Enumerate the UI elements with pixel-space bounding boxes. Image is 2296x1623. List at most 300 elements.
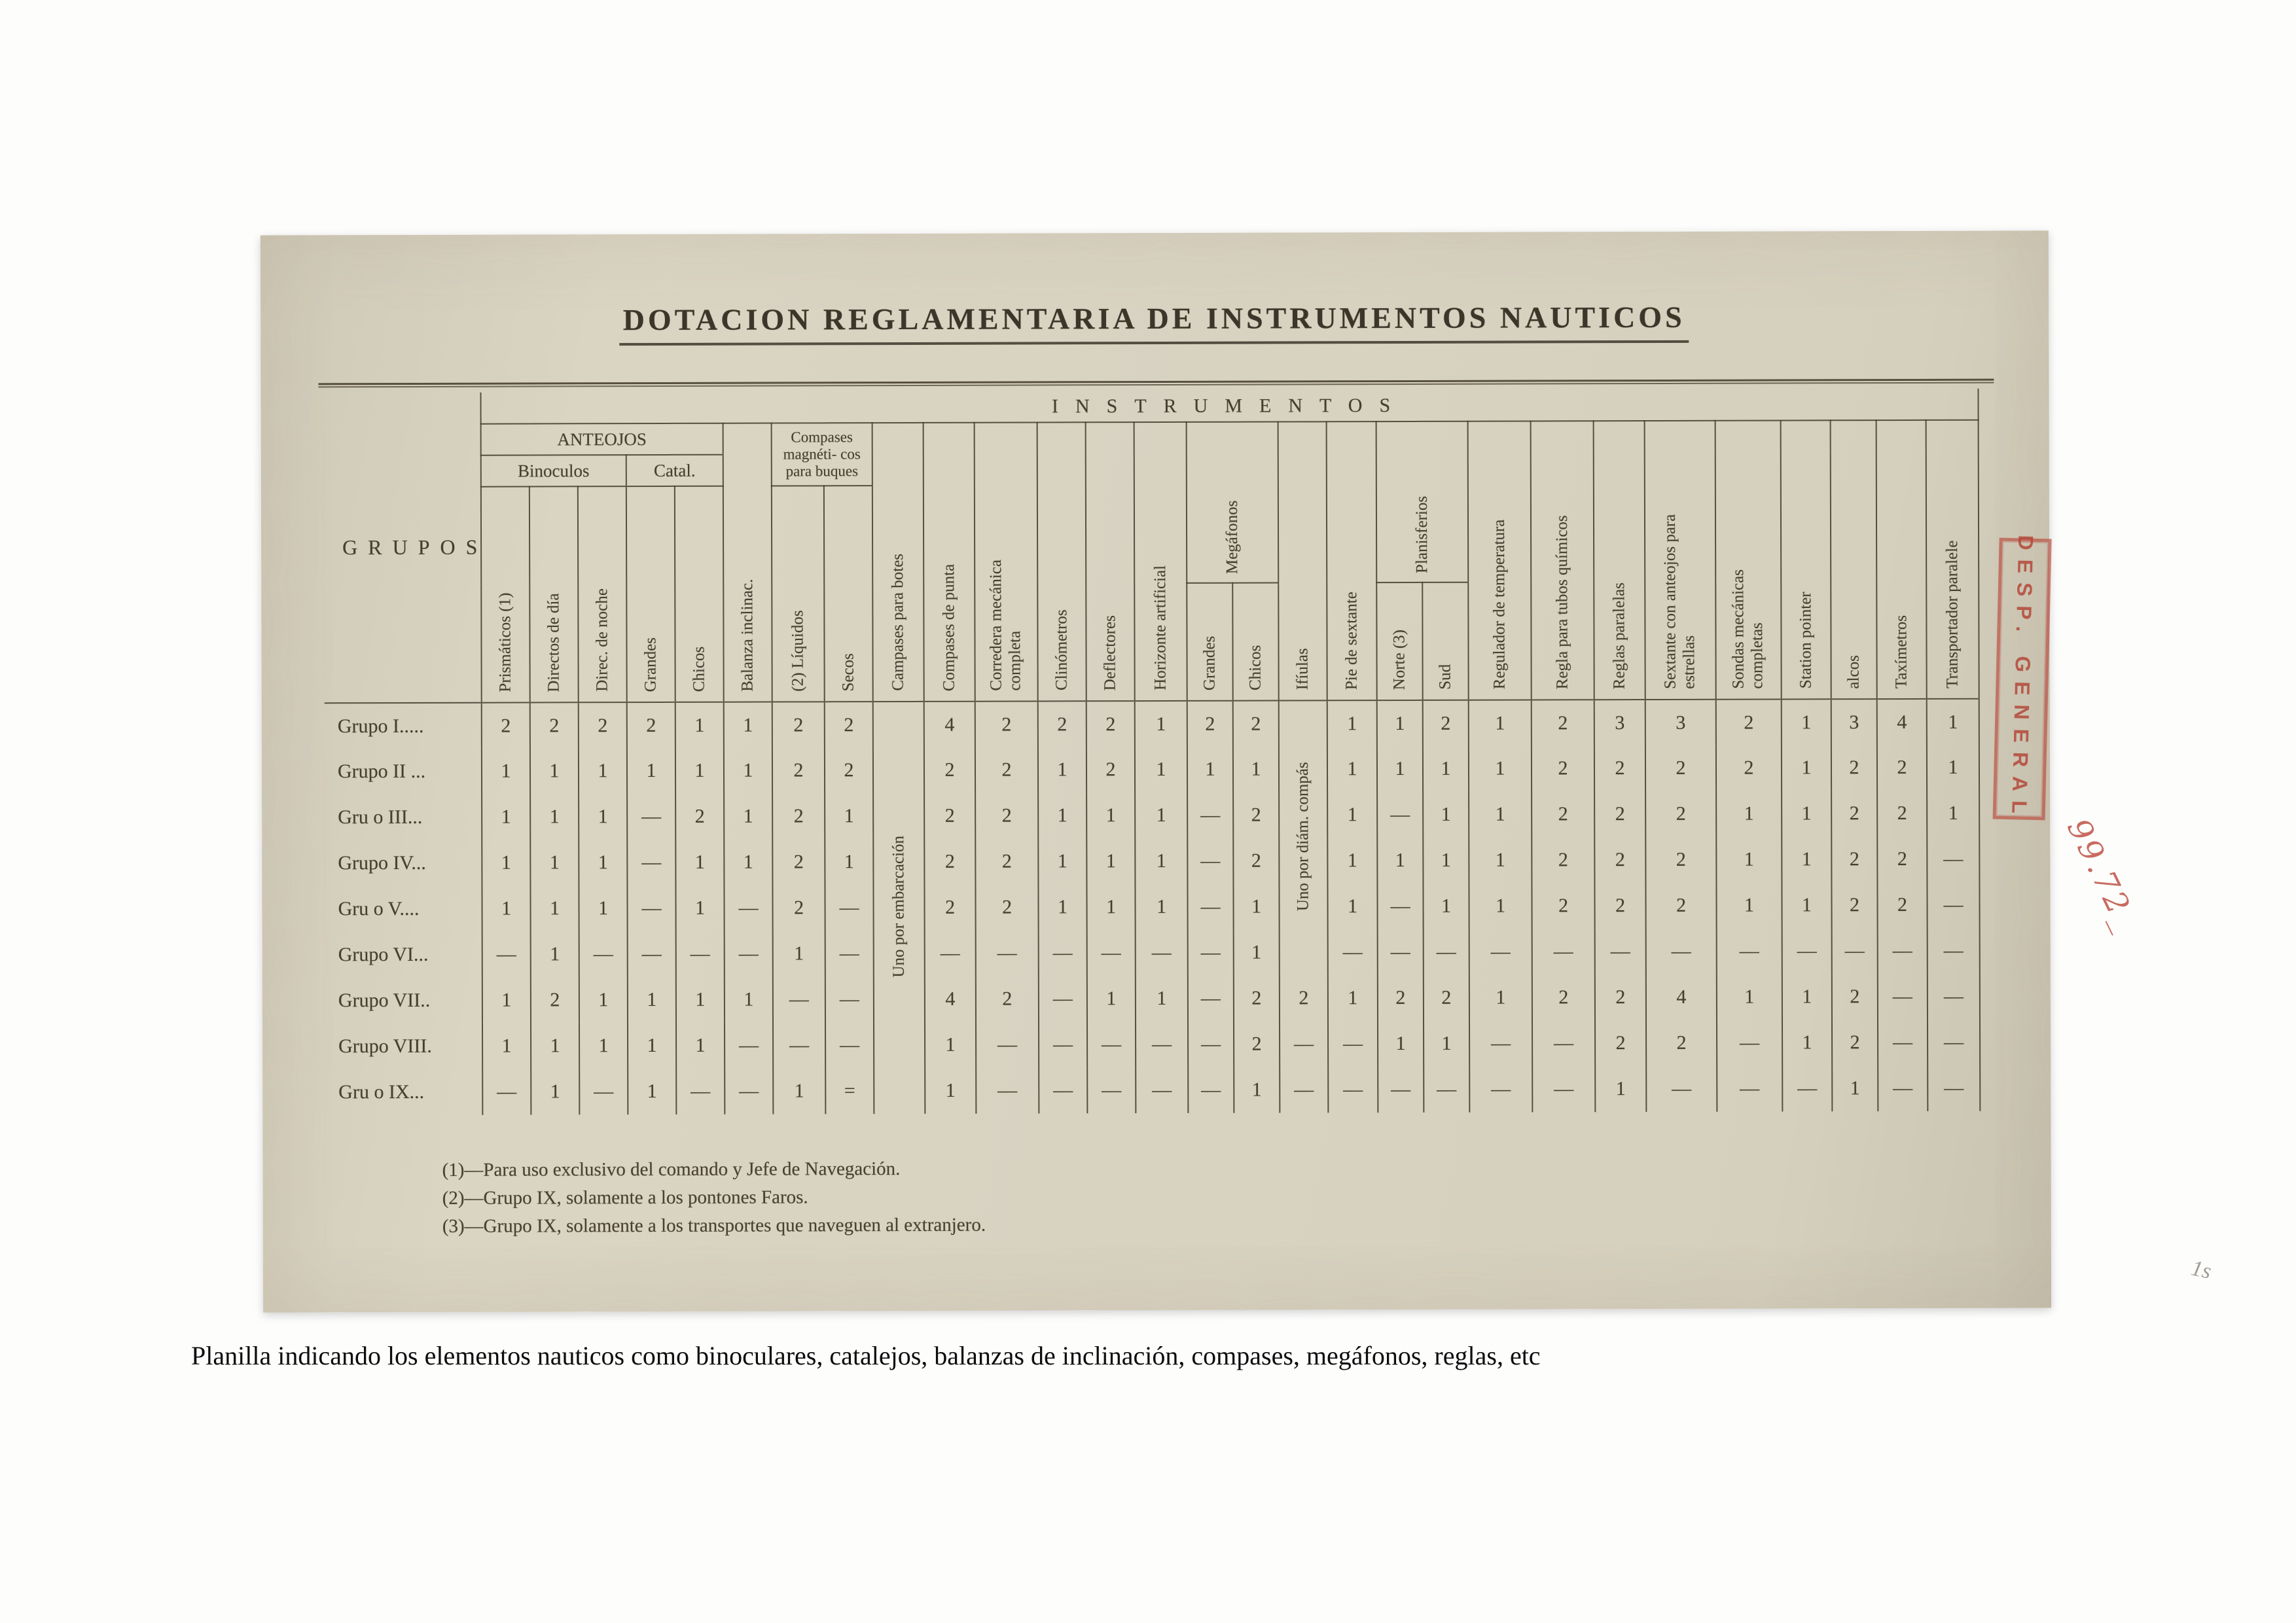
value-cell: 2 <box>975 838 1038 884</box>
value-cell: 1 <box>1136 976 1188 1022</box>
value-cell: — <box>1469 1066 1532 1112</box>
value-cell: 2 <box>1233 701 1279 747</box>
value-cell: 1 <box>1927 699 1979 745</box>
value-cell: — <box>1717 928 1782 974</box>
value-cell: 2 <box>772 839 825 885</box>
value-cell: — <box>925 931 976 976</box>
table-row <box>325 791 1979 841</box>
value-cell: 1 <box>1469 883 1532 929</box>
table-row <box>325 1020 1980 1070</box>
value-cell: — <box>579 1069 628 1115</box>
value-cell: — <box>1087 1022 1136 1067</box>
value-cell: 1 <box>675 885 724 931</box>
col-balanza-inclinac: Balanza inclinac. <box>723 423 772 702</box>
col-planisferio-norte: Norte (3) <box>1376 582 1422 700</box>
instruments-table <box>323 389 1981 1116</box>
value-cell: — <box>1469 929 1532 974</box>
value-cell: 1 <box>482 1024 531 1069</box>
value-cell: — <box>1928 1020 1980 1065</box>
col-clinometros: Clinómetros <box>1037 422 1086 701</box>
value-cell: — <box>1187 838 1233 884</box>
value-cell: — <box>627 840 675 885</box>
col-compases-punta: Compases de punta <box>924 423 975 702</box>
value-cell: — <box>1424 929 1469 975</box>
value-cell: 2 <box>1645 791 1716 837</box>
value-cell: 2 <box>1594 791 1645 837</box>
value-cell: 2 <box>1831 791 1877 836</box>
value-cell: 1 <box>1423 792 1469 838</box>
value-cell: 1 <box>1038 793 1086 838</box>
value-cell: — <box>1424 1067 1469 1113</box>
value-cell: — <box>1782 928 1832 974</box>
value-cell: 4 <box>1646 974 1717 1020</box>
value-cell: — <box>1377 883 1423 929</box>
value-cell: — <box>1782 1065 1832 1111</box>
value-cell: 1 <box>1327 700 1377 746</box>
value-cell: 1 <box>579 794 627 840</box>
value-cell: 2 <box>1532 791 1594 837</box>
value-cell: 1 <box>773 931 825 976</box>
value-cell: 2 <box>531 977 579 1023</box>
value-cell: 1 <box>1135 747 1187 793</box>
col-liquidos: (2) Líquidos <box>772 486 825 702</box>
value-cell: 1 <box>1469 745 1532 791</box>
value-cell: 2 <box>975 701 1038 747</box>
value-cell: — <box>1136 1067 1188 1113</box>
value-cell: 2 <box>1877 882 1927 928</box>
value-cell: 1 <box>676 1023 725 1069</box>
value-cell: 2 <box>1086 747 1135 793</box>
col-sextante-estrellas: Sextante con anteojos para estrellas <box>1645 421 1716 700</box>
value-cell: 1 <box>1469 837 1532 883</box>
value-cell: — <box>1280 1021 1328 1067</box>
value-cell: — <box>1188 1067 1234 1113</box>
value-cell: 1 <box>1423 746 1469 792</box>
value-cell: — <box>1328 1021 1378 1067</box>
value-cell: 1 <box>1087 976 1136 1022</box>
planisferios-header: Planisferios <box>1376 421 1469 582</box>
value-cell: — <box>1188 976 1234 1022</box>
value-cell: — <box>825 976 874 1022</box>
value-cell: 1 <box>1782 791 1831 836</box>
value-cell: 2 <box>975 884 1038 930</box>
value-cell: — <box>773 976 825 1022</box>
value-cell: — <box>1187 884 1233 930</box>
value-cell: — <box>1039 1022 1087 1067</box>
value-cell: 1 <box>628 1069 676 1115</box>
value-cell: 1 <box>531 931 579 977</box>
value-cell: 1 <box>1377 838 1423 883</box>
value-cell: 1 <box>675 702 724 748</box>
value-cell: 1 <box>1716 882 1782 928</box>
value-cell: 1 <box>1716 791 1782 836</box>
value-cell: 1 <box>531 1023 579 1069</box>
col-corredera: Corredera mecánica completa <box>975 422 1038 701</box>
value-cell: 1 <box>1135 884 1187 930</box>
footnote-line: (3)—Grupo IX, solamente a los transportes que naveguen al extranjero. <box>442 1214 986 1237</box>
value-cell: 2 <box>975 793 1038 838</box>
value-cell: — <box>825 885 873 931</box>
instrumentos-header: INSTRUMENTOS <box>480 389 1978 424</box>
value-cell: 1 <box>1377 746 1423 792</box>
value-cell: 1 <box>482 794 530 840</box>
value-cell: 2 <box>924 747 975 793</box>
value-cell: 3 <box>1645 700 1716 745</box>
value-cell: 1 <box>825 839 873 885</box>
value-cell: 1 <box>825 793 873 839</box>
value-cell: 1 <box>925 1022 976 1068</box>
value-cell: 1 <box>482 978 531 1024</box>
value-cell: 2 <box>1532 745 1594 791</box>
value-cell: 2 <box>1831 745 1877 791</box>
row-label: Grupo IV... <box>338 851 426 874</box>
value-cell: 2 <box>1086 701 1135 747</box>
value-cell: 1 <box>579 1023 628 1069</box>
value-cell: 2 <box>1594 745 1645 791</box>
value-cell: — <box>1532 1066 1595 1112</box>
value-cell: 2 <box>1280 975 1328 1021</box>
col-regulador: Regulador de temperatura <box>1468 421 1532 700</box>
value-cell: — <box>976 930 1039 976</box>
value-cell: 2 <box>1877 836 1927 882</box>
desp-general-stamp <box>1993 535 2052 823</box>
value-cell: 2 <box>825 747 873 793</box>
value-cell: 1 <box>482 886 530 932</box>
value-cell: 1 <box>628 1023 676 1069</box>
megafonos-header: Megáfonos <box>1187 422 1279 583</box>
value-cell: — <box>976 1067 1039 1113</box>
value-cell: 2 <box>924 839 975 885</box>
value-cell: 2 <box>1595 974 1646 1020</box>
value-cell: — <box>627 885 675 931</box>
col-station-pointer: Station pointer <box>1781 420 1831 699</box>
value-cell: 2 <box>1423 700 1469 746</box>
value-cell: 1 <box>1469 700 1532 745</box>
col-reglas-paralelas: Reglas paralelas <box>1594 421 1645 700</box>
value-cell: — <box>1378 929 1424 975</box>
value-cell: 1 <box>1469 791 1532 837</box>
row-label: Gru o IX... <box>338 1080 425 1103</box>
value-cell: 2 <box>579 702 627 748</box>
value-cell: 1 <box>1327 883 1377 929</box>
table-row <box>325 928 1980 978</box>
value-cell: 1 <box>627 748 675 794</box>
value-cell: 2 <box>1378 975 1424 1021</box>
value-cell: 1 <box>1135 701 1187 747</box>
value-cell: 4 <box>1877 699 1927 745</box>
value-cell: 2 <box>1645 883 1716 929</box>
value-cell: — <box>1928 928 1980 974</box>
footnote-line: (2)—Grupo IX, solamente a los pontones Faros. <box>442 1186 808 1209</box>
value-cell: 2 <box>1532 974 1595 1020</box>
value-cell: — <box>1927 836 1979 882</box>
value-cell: 1 <box>579 748 627 794</box>
value-cell: 2 <box>1594 837 1645 883</box>
value-cell: 2 <box>1877 745 1927 791</box>
value-cell: — <box>676 1069 725 1115</box>
col-directos-dia: Directos de día <box>529 486 579 702</box>
col-megafonos-grandes: Grandes <box>1187 583 1232 701</box>
value-cell: 1 <box>1234 1067 1280 1113</box>
value-cell: — <box>1878 928 1928 974</box>
table-row <box>325 745 1979 795</box>
header-row-instrumentos <box>323 389 1978 425</box>
value-cell: 1 <box>1782 745 1831 791</box>
value-cell: 1 <box>482 840 530 886</box>
row-label: Grupo I..... <box>325 703 482 749</box>
value-cell: 2 <box>1716 745 1782 791</box>
row-label: Grupo II ... <box>337 760 426 783</box>
value-cell: 2 <box>1877 791 1927 836</box>
value-cell: 2 <box>1038 701 1086 747</box>
value-cell: = <box>825 1068 874 1114</box>
col-secos: Secos <box>824 486 873 702</box>
col-planisferio-sud: Sud <box>1422 582 1468 700</box>
value-cell: 1 <box>1086 884 1135 930</box>
value-cell: — <box>1717 1020 1782 1065</box>
value-cell: 2 <box>1532 700 1594 745</box>
value-cell: — <box>725 1069 773 1115</box>
value-cell: 1 <box>1234 930 1280 976</box>
caption: Planilla indicando los elementos nauticos como binoculares, catalejos, balanzas de inclinación, compases, megáfonos, reglas, etc <box>191 1341 1541 1370</box>
value-cell: — <box>1646 929 1717 974</box>
row-label: Gru o III... <box>338 806 423 829</box>
compases-magneticos-header: Compases magnéti- cos para buques <box>772 423 872 486</box>
value-cell: 1 <box>579 977 628 1023</box>
value-cell: — <box>1188 1022 1234 1067</box>
value-cell: 1 <box>579 840 627 885</box>
value-cell: — <box>1280 1067 1328 1113</box>
value-cell: 2 <box>627 702 675 748</box>
anteojos-header: ANTEOJOS <box>481 423 723 455</box>
table-row <box>325 1065 1980 1116</box>
value-cell: 1 <box>724 748 772 794</box>
table-row <box>325 836 1979 887</box>
value-cell: — <box>482 1069 531 1115</box>
table-body <box>325 699 1981 1116</box>
col-catal-grandes: Grandes <box>626 486 675 702</box>
value-cell: — <box>1328 1067 1378 1113</box>
value-cell: 2 <box>1831 836 1877 882</box>
value-cell: — <box>1928 1065 1980 1111</box>
value-cell: 1 <box>1782 882 1831 928</box>
value-cell: 2 <box>772 885 825 931</box>
value-cell: 2 <box>1832 1020 1878 1065</box>
footnote-line: (1)—Para uso exclusivo del comando y Jefe de Navegación. <box>442 1158 901 1181</box>
value-cell: 3 <box>1594 700 1645 745</box>
value-cell: — <box>1878 1065 1928 1111</box>
value-cell: 2 <box>1646 1020 1717 1066</box>
page-title-text: DOTACION REGLAMENTARIA DE INSTRUMENTOS NAUTICOS <box>619 300 1689 346</box>
value-cell: 2 <box>482 703 530 749</box>
handwritten-number: 99.72_ <box>2059 813 2146 938</box>
value-cell: — <box>627 794 675 840</box>
row-label: Gru o V.... <box>338 897 420 920</box>
stamp-label: DESP. GENERAL <box>2007 535 2038 823</box>
value-cell: — <box>1532 929 1595 974</box>
value-cell: 2 <box>1233 838 1279 884</box>
col-regla-tubos: Regla para tubos químicos <box>1531 421 1594 700</box>
value-cell: 1 <box>1927 745 1979 791</box>
value-cell: 1 <box>1086 793 1135 838</box>
value-cell: 1 <box>1469 974 1532 1020</box>
value-cell: 1 <box>1927 791 1979 836</box>
value-cell: — <box>725 931 773 977</box>
value-cell: 1 <box>1038 838 1086 884</box>
value-cell: — <box>676 931 725 977</box>
value-cell: 4 <box>924 702 975 747</box>
value-cell: 1 <box>530 794 579 840</box>
table-row <box>325 699 1979 749</box>
scan-page <box>260 230 2051 1312</box>
value-cell: — <box>1717 1065 1782 1111</box>
value-cell: 1 <box>1328 975 1378 1021</box>
value-cell: 1 <box>1038 884 1086 930</box>
value-cell: 2 <box>1424 975 1469 1021</box>
value-cell: 1 <box>724 840 772 885</box>
value-cell: — <box>1136 930 1188 976</box>
value-cell: — <box>773 1022 825 1068</box>
value-cell: 1 <box>1423 838 1469 883</box>
value-cell: — <box>1832 928 1878 974</box>
value-cell: — <box>725 1023 773 1069</box>
value-cell: 2 <box>1595 1020 1646 1066</box>
binoculos-header: Binoculos <box>481 455 626 487</box>
value-cell: 1 <box>530 885 579 931</box>
table-row <box>325 882 1979 933</box>
compass-span-cell: Uno por diám. compás <box>1279 700 1328 975</box>
page-title <box>326 299 1982 338</box>
col-catal-chicos: Chicos <box>675 486 724 702</box>
value-cell: — <box>1087 1067 1136 1113</box>
value-cell: 1 <box>724 794 772 840</box>
value-cell: 1 <box>1377 700 1423 746</box>
value-cell: 2 <box>1594 883 1645 929</box>
stray-mark: 1s <box>2189 1256 2214 1284</box>
value-cell: 2 <box>976 976 1039 1022</box>
value-cell: 1 <box>1782 836 1831 882</box>
value-cell: 1 <box>579 885 627 931</box>
value-cell: — <box>724 885 772 931</box>
col-alcos: alcos <box>1831 420 1877 699</box>
value-cell: 1 <box>1378 1021 1424 1067</box>
value-cell: 4 <box>925 976 976 1022</box>
value-cell: — <box>579 931 628 977</box>
value-cell: 1 <box>1717 974 1782 1020</box>
header-row-groups <box>324 420 1979 456</box>
col-transportador: Transportador paralele <box>1926 420 1979 699</box>
value-cell: — <box>1039 976 1087 1022</box>
value-cell: 1 <box>1327 838 1377 883</box>
value-cell: 1 <box>1782 974 1832 1020</box>
value-cell: 2 <box>924 885 975 931</box>
value-cell: 1 <box>1233 747 1279 793</box>
value-cell: 1 <box>1832 1065 1878 1111</box>
col-megafonos-chicos: Chicos <box>1232 583 1278 701</box>
value-cell: 1 <box>773 1068 825 1114</box>
col-taximetros: Taxímetros <box>1876 420 1927 699</box>
value-cell: 1 <box>1187 747 1233 793</box>
col-prismaticos: Prismáticos (1) <box>481 487 530 703</box>
value-cell: — <box>1469 1020 1532 1066</box>
value-cell: — <box>1646 1066 1717 1112</box>
value-cell: 1 <box>675 748 724 794</box>
value-cell: — <box>1188 930 1234 976</box>
value-cell: 1 <box>1423 883 1469 929</box>
value-cell: 1 <box>628 977 676 1023</box>
top-double-rule <box>318 379 1994 388</box>
grupos-header: GRUPOS <box>342 535 488 560</box>
value-cell: — <box>1377 792 1423 838</box>
value-cell: — <box>1328 929 1378 975</box>
value-cell: 1 <box>1038 747 1086 793</box>
value-cell: 1 <box>676 977 725 1023</box>
value-cell: — <box>1039 930 1087 976</box>
footnotes <box>442 1155 986 1241</box>
col-horizonte: Horizonte artificial <box>1134 422 1187 701</box>
value-cell: — <box>628 931 676 977</box>
value-cell: 1 <box>725 977 773 1023</box>
value-cell: — <box>1039 1067 1087 1113</box>
value-cell: — <box>1878 974 1928 1020</box>
value-cell: 1 <box>1782 699 1831 745</box>
value-cell: 2 <box>1532 837 1594 883</box>
value-cell: — <box>1378 1067 1424 1113</box>
value-cell: 1 <box>1327 746 1377 792</box>
value-cell: — <box>825 1022 874 1068</box>
value-cell: 2 <box>1645 745 1716 791</box>
value-cell: 2 <box>1645 837 1716 883</box>
value-cell: — <box>1878 1020 1928 1065</box>
value-cell: 2 <box>530 702 579 748</box>
value-cell: 1 <box>1135 793 1187 838</box>
value-cell: 1 <box>531 1069 579 1115</box>
value-cell: — <box>825 931 874 976</box>
value-cell: — <box>1928 974 1980 1020</box>
row-label: Grupo VIII. <box>338 1035 432 1058</box>
value-cell: — <box>1087 930 1136 976</box>
value-cell: 2 <box>1234 976 1280 1022</box>
col-deflectores: Deflectores <box>1086 422 1135 701</box>
value-cell: — <box>1136 1022 1188 1067</box>
catal-header: Catal. <box>626 455 723 486</box>
value-cell: 2 <box>1532 883 1594 929</box>
value-cell: 2 <box>1716 699 1782 745</box>
value-cell: 2 <box>975 747 1038 793</box>
col-campases-botes: Campases para botes <box>872 423 924 702</box>
col-ifiulas: Ifíulas <box>1278 421 1327 700</box>
value-cell: 1 <box>675 840 724 885</box>
value-cell: 1 <box>1327 792 1377 838</box>
value-cell: — <box>1532 1020 1595 1066</box>
col-pie-sextante: Pie de sextante <box>1327 421 1377 700</box>
value-cell: 2 <box>1234 1022 1280 1067</box>
value-cell: 1 <box>1135 838 1187 884</box>
boats-span-cell: Uno por embarcación <box>873 702 925 1114</box>
value-cell: 2 <box>1187 701 1233 747</box>
value-cell: 2 <box>1832 974 1878 1020</box>
value-cell: 1 <box>1595 1066 1646 1112</box>
value-cell: — <box>1595 929 1646 974</box>
value-cell: 1 <box>1233 884 1279 930</box>
value-cell: 2 <box>825 702 873 747</box>
value-cell: 2 <box>1233 793 1279 838</box>
value-cell: 2 <box>675 794 724 840</box>
value-cell: 3 <box>1831 699 1877 745</box>
value-cell: 1 <box>1424 1021 1469 1067</box>
value-cell: 1 <box>530 840 579 885</box>
value-cell: 2 <box>772 793 825 839</box>
